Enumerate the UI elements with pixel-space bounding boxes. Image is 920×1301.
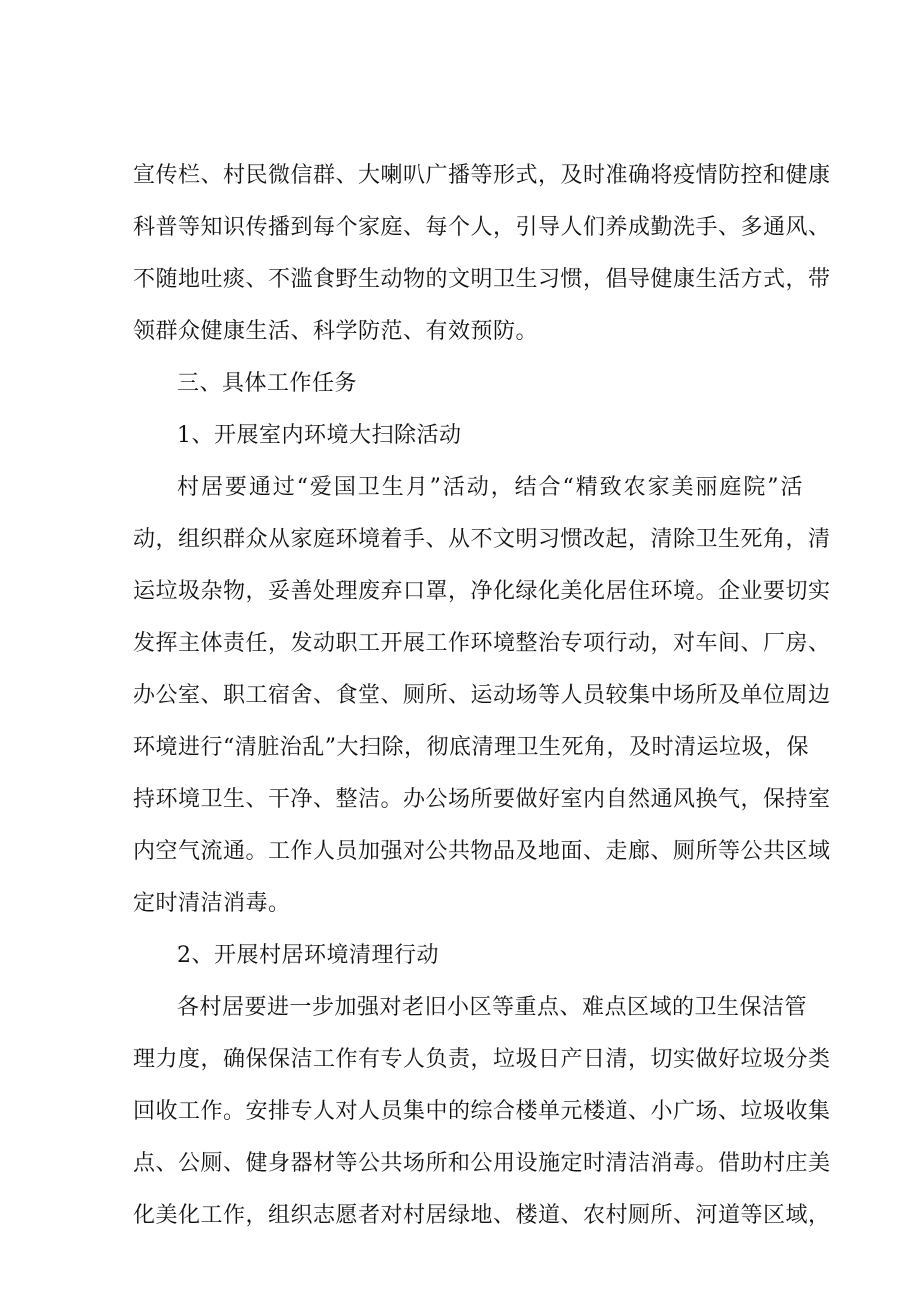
text-line: 领群众健康生活、科学防范、有效预防。 xyxy=(133,319,539,344)
text-line: 发挥主体责任，发动职工开展工作环境整治专项行动，对车间、厂房、 xyxy=(133,631,831,656)
text-line: 环境进行“清脏治乱”大扫除，彻底清理卫生死角，及时清运垃圾，保 xyxy=(133,735,809,760)
text-line: 化美化工作，组织志愿者对村居绿地、楼道、农村厕所、河道等区域， xyxy=(133,1203,831,1228)
paragraph-item2 xyxy=(133,982,831,1242)
paragraph-item1 xyxy=(133,462,831,930)
text-line: 点、公厕、健身器材等公共场所和公用设施定时清洁消毒。借助村庄美 xyxy=(133,1151,831,1176)
text-line: 办公室、职工宿舍、食堂、厕所、运动场等人员较集中场所及单位周边 xyxy=(133,683,831,708)
text-line: 科普等知识传播到每个家庭、每个人，引导人们养成勤洗手、多通风、 xyxy=(133,215,831,240)
section-heading: 三、具体工作任务 xyxy=(177,371,358,396)
document-body xyxy=(133,150,831,1242)
text-line: 动，组织群众从家庭环境着手、从不文明习惯改起，清除卫生死角，清 xyxy=(133,527,831,552)
item2-heading: 2、开展村居环境清理行动 xyxy=(177,943,439,968)
text-line: 运垃圾杂物，妥善处理废弃口罩，净化绿化美化居住环境。企业要切实 xyxy=(133,579,831,604)
text-line: 不随地吐痰、不滥食野生动物的文明卫生习惯，倡导健康生活方式，带 xyxy=(133,267,831,292)
item1-heading: 1、开展室内环境大扫除活动 xyxy=(177,423,462,448)
text-line: 宣传栏、村民微信群、大喇叭广播等形式，及时准确将疫情防控和健康 xyxy=(133,163,831,188)
text-line: 各村居要进一步加强对老旧小区等重点、难点区域的卫生保洁管 xyxy=(177,995,808,1020)
text-line: 理力度，确保保洁工作有专人负责，垃圾日产日清，切实做好垃圾分类 xyxy=(133,1047,831,1072)
text-line: 村居要通过“爱国卫生月”活动，结合“精致农家美丽庭院”活 xyxy=(177,475,803,500)
paragraph-intro xyxy=(133,150,831,358)
text-line: 内空气流通。工作人员加强对公共物品及地面、走廊、厕所等公共区域 xyxy=(133,839,831,864)
text-line: 定时清洁消毒。 xyxy=(133,891,291,916)
text-line: 持环境卫生、干净、整洁。办公场所要做好室内自然通风换气，保持室 xyxy=(133,787,831,812)
text-line: 回收工作。安排专人对人员集中的综合楼单元楼道、小广场、垃圾收集 xyxy=(133,1099,831,1124)
